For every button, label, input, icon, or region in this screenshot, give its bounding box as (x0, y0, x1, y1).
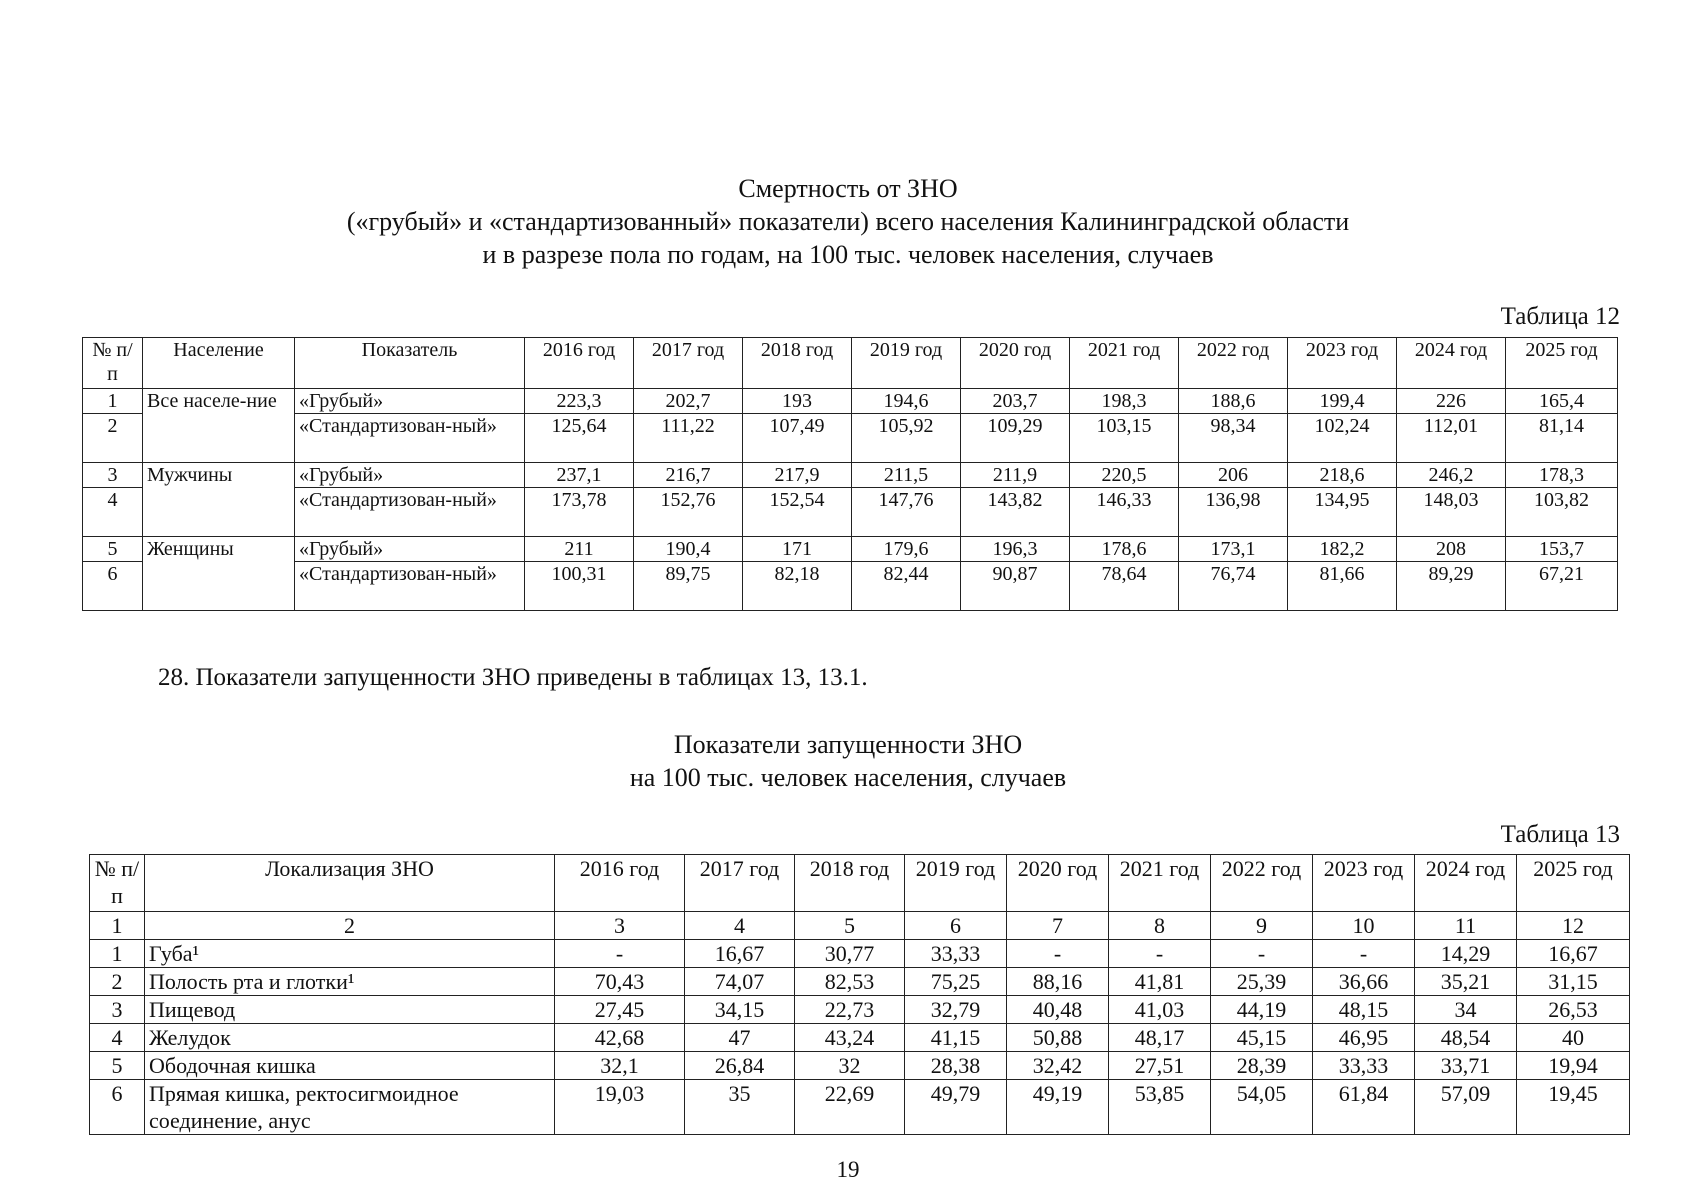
value-cell: 67,21 (1506, 562, 1618, 611)
value-cell: 50,88 (1007, 1024, 1109, 1052)
header-localization: Локализация ЗНО (145, 855, 555, 912)
value-cell: 81,66 (1288, 562, 1397, 611)
value-cell: 16,67 (685, 940, 795, 968)
header-year: 2016 год (555, 855, 685, 912)
value-cell: 125,64 (525, 414, 634, 463)
value-cell: 112,01 (1397, 414, 1506, 463)
value-cell: 19,03 (555, 1080, 685, 1135)
value-cell: 211,5 (852, 463, 961, 488)
value-cell: 196,3 (961, 537, 1070, 562)
value-cell: 48,17 (1109, 1024, 1211, 1052)
row-num: 1 (90, 940, 145, 968)
value-cell: 89,29 (1397, 562, 1506, 611)
column-number: 4 (685, 912, 795, 940)
header-population: Население (143, 338, 295, 389)
header-num: № п/п (83, 338, 143, 389)
header-year: 2018 год (743, 338, 852, 389)
value-cell: 147,76 (852, 488, 961, 537)
header-year: 2025 год (1506, 338, 1618, 389)
value-cell: 173,1 (1179, 537, 1288, 562)
header-year: 2017 год (634, 338, 743, 389)
value-cell: 89,75 (634, 562, 743, 611)
value-cell: 75,25 (905, 968, 1007, 996)
value-cell: 178,3 (1506, 463, 1618, 488)
value-cell: 54,05 (1211, 1080, 1313, 1135)
value-cell: 22,69 (795, 1080, 905, 1135)
value-cell: 30,77 (795, 940, 905, 968)
table13-title-line: на 100 тыс. человек населения, случаев (629, 763, 1067, 792)
indicator-cell: «Грубый» (295, 463, 525, 488)
value-cell: 46,95 (1313, 1024, 1415, 1052)
column-number: 8 (1109, 912, 1211, 940)
value-cell: 237,1 (525, 463, 634, 488)
value-cell: 28,38 (905, 1052, 1007, 1080)
table12-title-line: и в разрезе пола по годам, на 100 тыс. человек населения, случаев (482, 240, 1214, 269)
value-cell: 202,7 (634, 389, 743, 414)
localization-cell: Губа¹ (145, 940, 555, 968)
header-year: 2019 год (905, 855, 1007, 912)
value-cell: 48,54 (1415, 1024, 1517, 1052)
value-cell: 49,19 (1007, 1080, 1109, 1135)
value-cell: 76,74 (1179, 562, 1288, 611)
value-cell: 16,67 (1517, 940, 1630, 968)
value-cell: 143,82 (961, 488, 1070, 537)
localization-cell: Прямая кишка, ректосигмоидное соединение, анус (145, 1080, 555, 1135)
table13-column-numbers-row (90, 912, 1630, 940)
page-number: 19 (836, 1157, 860, 1182)
indicator-cell: «Стандартизован-ный» (295, 414, 525, 463)
header-year: 2023 год (1313, 855, 1415, 912)
row-num: 4 (90, 1024, 145, 1052)
value-cell: 211 (525, 537, 634, 562)
value-cell: - (555, 940, 685, 968)
header-year: 2019 год (852, 338, 961, 389)
localization-cell: Желудок (145, 1024, 555, 1052)
table13-title-line: Показатели запущенности ЗНО (673, 730, 1023, 759)
value-cell: 33,33 (1313, 1052, 1415, 1080)
value-cell: 208 (1397, 537, 1506, 562)
value-cell: 19,94 (1517, 1052, 1630, 1080)
value-cell: 36,66 (1313, 968, 1415, 996)
column-number: 10 (1313, 912, 1415, 940)
value-cell: 74,07 (685, 968, 795, 996)
value-cell: 32,1 (555, 1052, 685, 1080)
population-cell: Женщины (143, 537, 295, 611)
localization-cell: Ободочная кишка (145, 1052, 555, 1080)
value-cell: 82,44 (852, 562, 961, 611)
column-number: 3 (555, 912, 685, 940)
value-cell: - (1211, 940, 1313, 968)
value-cell: 182,2 (1288, 537, 1397, 562)
header-year: 2021 год (1109, 855, 1211, 912)
paragraph-28: 28. Показатели запущенности ЗНО приведены в таблицах 13, 13.1. (158, 664, 868, 691)
table-row (83, 537, 1618, 562)
row-num: 1 (83, 389, 143, 414)
value-cell: 32,79 (905, 996, 1007, 1024)
column-number: 1 (90, 912, 145, 940)
value-cell: 226 (1397, 389, 1506, 414)
column-number: 12 (1517, 912, 1630, 940)
value-cell: 40 (1517, 1024, 1630, 1052)
value-cell: 57,09 (1415, 1080, 1517, 1135)
table12-title (0, 172, 1696, 271)
header-year: 2024 год (1415, 855, 1517, 912)
row-num: 5 (83, 537, 143, 562)
value-cell: 152,54 (743, 488, 852, 537)
value-cell: 44,19 (1211, 996, 1313, 1024)
value-cell: 216,7 (634, 463, 743, 488)
value-cell: 35,21 (1415, 968, 1517, 996)
table12-header-row (83, 338, 1618, 389)
value-cell: 61,84 (1313, 1080, 1415, 1135)
value-cell: 31,15 (1517, 968, 1630, 996)
value-cell: - (1007, 940, 1109, 968)
value-cell: 53,85 (1109, 1080, 1211, 1135)
table-row (90, 1052, 1630, 1080)
value-cell: 82,18 (743, 562, 852, 611)
value-cell: 43,24 (795, 1024, 905, 1052)
value-cell: 100,31 (525, 562, 634, 611)
column-number: 2 (145, 912, 555, 940)
indicator-cell: «Стандартизован-ный» (295, 488, 525, 537)
value-cell: 178,6 (1070, 537, 1179, 562)
indicator-cell: «Грубый» (295, 389, 525, 414)
localization-cell: Пищевод (145, 996, 555, 1024)
header-year: 2020 год (1007, 855, 1109, 912)
indicator-cell: «Грубый» (295, 537, 525, 562)
value-cell: 211,9 (961, 463, 1070, 488)
value-cell: 152,76 (634, 488, 743, 537)
value-cell: 190,4 (634, 537, 743, 562)
value-cell: 47 (685, 1024, 795, 1052)
table12-label: Таблица 12 (1500, 303, 1620, 330)
value-cell: 103,15 (1070, 414, 1179, 463)
value-cell: 90,87 (961, 562, 1070, 611)
header-year: 2016 год (525, 338, 634, 389)
value-cell: 35 (685, 1080, 795, 1135)
value-cell: - (1313, 940, 1415, 968)
value-cell: 148,03 (1397, 488, 1506, 537)
value-cell: 153,7 (1506, 537, 1618, 562)
row-num: 2 (83, 414, 143, 463)
population-cell: Все населе-ние (143, 389, 295, 463)
table-row (90, 968, 1630, 996)
table-row (90, 996, 1630, 1024)
indicator-cell: «Стандартизован-ный» (295, 562, 525, 611)
value-cell: 105,92 (852, 414, 961, 463)
table-row (83, 562, 1618, 611)
table-row (90, 1024, 1630, 1052)
value-cell: 41,03 (1109, 996, 1211, 1024)
column-number: 5 (795, 912, 905, 940)
value-cell: 109,29 (961, 414, 1070, 463)
table12-body (83, 389, 1618, 611)
value-cell: 136,98 (1179, 488, 1288, 537)
value-cell: 146,33 (1070, 488, 1179, 537)
value-cell: 42,68 (555, 1024, 685, 1052)
header-year: 2023 год (1288, 338, 1397, 389)
table13-body (90, 940, 1630, 1135)
row-num: 5 (90, 1052, 145, 1080)
row-num: 3 (83, 463, 143, 488)
value-cell: 48,15 (1313, 996, 1415, 1024)
value-cell: 27,45 (555, 996, 685, 1024)
table-row (83, 488, 1618, 537)
table-row (90, 940, 1630, 968)
table13 (89, 854, 1630, 1135)
value-cell: 102,24 (1288, 414, 1397, 463)
value-cell: 203,7 (961, 389, 1070, 414)
value-cell: 26,53 (1517, 996, 1630, 1024)
table-row (90, 1080, 1630, 1135)
localization-cell: Полость рта и глотки¹ (145, 968, 555, 996)
value-cell: 26,84 (685, 1052, 795, 1080)
header-year: 2022 год (1211, 855, 1313, 912)
value-cell: 25,39 (1211, 968, 1313, 996)
value-cell: 78,64 (1070, 562, 1179, 611)
value-cell: 28,39 (1211, 1052, 1313, 1080)
table-row (83, 463, 1618, 488)
row-num: 3 (90, 996, 145, 1024)
value-cell: 49,79 (905, 1080, 1007, 1135)
value-cell: 107,49 (743, 414, 852, 463)
row-num: 2 (90, 968, 145, 996)
value-cell: 34 (1415, 996, 1517, 1024)
value-cell: 41,15 (905, 1024, 1007, 1052)
value-cell: 217,9 (743, 463, 852, 488)
value-cell: 34,15 (685, 996, 795, 1024)
value-cell: - (1109, 940, 1211, 968)
value-cell: 193 (743, 389, 852, 414)
value-cell: 22,73 (795, 996, 905, 1024)
value-cell: 194,6 (852, 389, 961, 414)
population-cell: Мужчины (143, 463, 295, 537)
value-cell: 218,6 (1288, 463, 1397, 488)
header-year: 2025 год (1517, 855, 1630, 912)
value-cell: 173,78 (525, 488, 634, 537)
table13-header-row (90, 855, 1630, 912)
row-num: 4 (83, 488, 143, 537)
value-cell: 165,4 (1506, 389, 1618, 414)
value-cell: 246,2 (1397, 463, 1506, 488)
column-number: 11 (1415, 912, 1517, 940)
value-cell: 45,15 (1211, 1024, 1313, 1052)
header-year: 2021 год (1070, 338, 1179, 389)
column-number: 7 (1007, 912, 1109, 940)
column-number: 9 (1211, 912, 1313, 940)
value-cell: 198,3 (1070, 389, 1179, 414)
value-cell: 188,6 (1179, 389, 1288, 414)
value-cell: 32 (795, 1052, 905, 1080)
table13-title (0, 728, 1696, 794)
value-cell: 103,82 (1506, 488, 1618, 537)
value-cell: 171 (743, 537, 852, 562)
value-cell: 33,71 (1415, 1052, 1517, 1080)
value-cell: 223,3 (525, 389, 634, 414)
value-cell: 19,45 (1517, 1080, 1630, 1135)
value-cell: 70,43 (555, 968, 685, 996)
header-year: 2022 год (1179, 338, 1288, 389)
value-cell: 220,5 (1070, 463, 1179, 488)
header-year: 2024 год (1397, 338, 1506, 389)
value-cell: 81,14 (1506, 414, 1618, 463)
value-cell: 14,29 (1415, 940, 1517, 968)
header-year: 2020 год (961, 338, 1070, 389)
table13-label: Таблица 13 (1500, 821, 1620, 848)
column-number: 6 (905, 912, 1007, 940)
value-cell: 206 (1179, 463, 1288, 488)
header-indicator: Показатель (295, 338, 525, 389)
header-num: № п/п (90, 855, 145, 912)
value-cell: 27,51 (1109, 1052, 1211, 1080)
value-cell: 40,48 (1007, 996, 1109, 1024)
value-cell: 134,95 (1288, 488, 1397, 537)
table12 (82, 337, 1618, 611)
value-cell: 179,6 (852, 537, 961, 562)
header-year: 2018 год (795, 855, 905, 912)
table12-title-line: Смертность от ЗНО (738, 174, 958, 203)
value-cell: 32,42 (1007, 1052, 1109, 1080)
value-cell: 199,4 (1288, 389, 1397, 414)
table-row (83, 389, 1618, 414)
table-row (83, 414, 1618, 463)
row-num: 6 (90, 1080, 145, 1135)
value-cell: 111,22 (634, 414, 743, 463)
value-cell: 88,16 (1007, 968, 1109, 996)
value-cell: 33,33 (905, 940, 1007, 968)
value-cell: 82,53 (795, 968, 905, 996)
value-cell: 98,34 (1179, 414, 1288, 463)
header-year: 2017 год (685, 855, 795, 912)
value-cell: 41,81 (1109, 968, 1211, 996)
row-num: 6 (83, 562, 143, 611)
table12-title-line: («грубый» и «стандартизованный» показатели) всего населения Калининградской области (346, 207, 1350, 236)
